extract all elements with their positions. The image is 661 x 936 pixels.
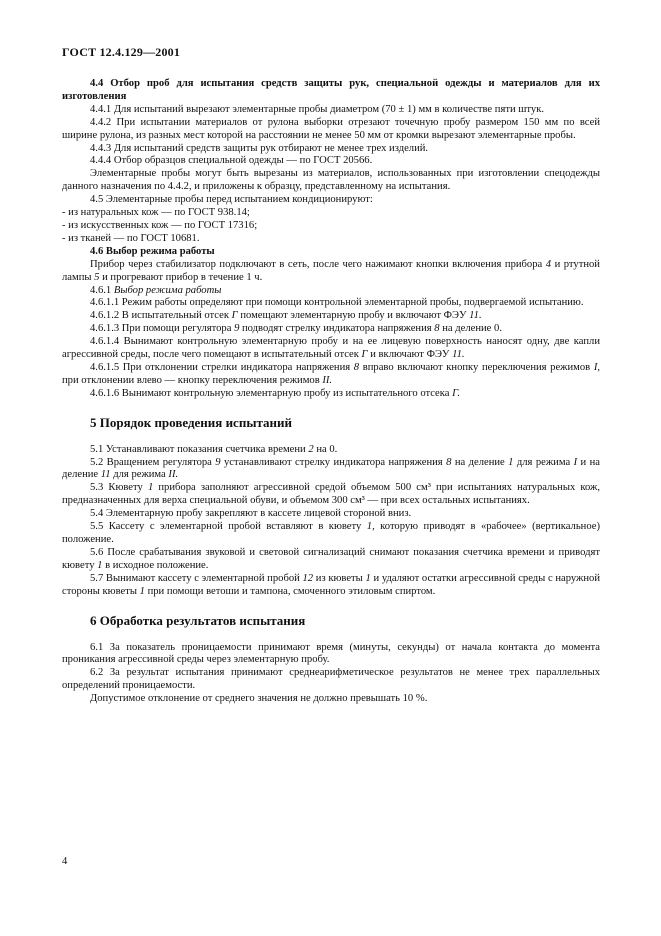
paragraph-4-6-1-1: 4.6.1.1 Режим работы определяют при помощи контрольной элементарной пробы, подвергаемой испытанию. <box>90 297 584 309</box>
section-5-heading: 5 Порядок проведения испытаний <box>90 414 292 430</box>
paragraph-5-5: 5.5 Кассету с элементарной пробой вставляют в кювету 1, которую приводят в «рабочее» (вертикальное) положение. <box>62 521 600 545</box>
paragraph-4-5: 4.5 Элементарные пробы перед испытанием кондиционируют: <box>90 194 373 206</box>
paragraph-5-4: 5.4 Элементарную пробу закрепляют в кассете лицевой стороной вниз. <box>90 508 412 520</box>
page-body <box>62 78 600 706</box>
list-item-4-5-1: - из натуральных кож — по ГОСТ 938.14; <box>62 207 250 219</box>
paragraph-4-6-1-6: 4.6.1.6 Вынимают контрольную элементарную пробу из испытательного отсека Г. <box>90 387 460 399</box>
paragraph-5-3: 5.3 Кювету 1 прибора заполняют агрессивной средой объемом 500 см³ при испытаниях натуральных кож, предназначенных для верха специальной обуви, и объемом 300 см³ — при всех остальных испытаниях. <box>62 482 600 507</box>
paragraph-4-6-intro: Прибор через стабилизатор подключают в сеть, после чего нажимают кнопки включения прибора 4 и ртутной лампы 5 и прогревают прибор в течение 1 ч. <box>62 258 600 283</box>
section-4-6-title: 4.6 Выбор режима работы <box>90 245 215 257</box>
list-item-4-5-2: - из искусственных кож — по ГОСТ 17316; <box>62 219 258 231</box>
paragraph-5-2: 5.2 Вращением регулятора 9 устанавливают стрелку индикатора напряжения 8 на деление 1 для режима I и на деление 11 для режима II. <box>62 456 600 481</box>
paragraph-5-6: 5.6 После срабатывания звуковой и световой сигнализаций снимают показания счетчика времени и приводят кювету 1 в исходное положение. <box>62 546 600 571</box>
section-6-heading: 6 Обработка результатов испытания <box>90 612 306 628</box>
paragraph-6-2: 6.2 За результат испытания принимают среднеарифметическое результатов не менее трех параллельных определений проницаемости. <box>62 667 600 692</box>
paragraph-4-4-2: 4.4.2 При испытании материалов от рулона выборки отрезают точечную пробу размером 150 мм по всей ширине рулона, из разных мест которой на расстоянии не менее 50 мм от кромки вырезают элементарные пробы. <box>62 116 600 141</box>
paragraph-6-note: Допустимое отклонение от среднего значения не должно превышать 10 %. <box>90 693 428 705</box>
paragraph-4-4-3: 4.4.3 Для испытаний средств защиты рук отбирают не менее трех изделий. <box>90 142 429 154</box>
paragraph-5-1: 5.1 Устанавливают показания счетчика времени 2 на 0. <box>90 443 338 455</box>
document-header: ГОСТ 12.4.129—2001 <box>62 45 181 59</box>
paragraph-4-6-1-3: 4.6.1.3 При помощи регулятора 9 подводят стрелку индикатора напряжения 8 на деление 0. <box>90 323 502 335</box>
paragraph-4-6-1-4: 4.6.1.4 Вынимают контрольную элементарную пробу и на ее лицевую поверхность наносят одну, две капли агрессивной среды, после чего помещают в испытательный отсек Г и включают ФЭУ 11. <box>62 336 600 361</box>
paragraph-4-4-1: 4.4.1 Для испытаний вырезают элементарные пробы диаметром (70 ± 1) мм в количестве пяти штук. <box>90 103 545 115</box>
paragraph-4-6-1: 4.6.1 Выбор режима работы <box>90 284 222 296</box>
list-item-4-5-3: - из тканей — по ГОСТ 10681. <box>62 232 200 244</box>
paragraph-4-4-note: Элементарные пробы могут быть вырезаны из материалов, использованных при изготовлении спецодежды данного назначения по 4.4.2, и приложены к образцу, представленному на испытания. <box>62 168 600 193</box>
paragraph-4-4-4: 4.4.4 Отбор образцов специальной одежды — по ГОСТ 20566. <box>90 155 373 167</box>
paragraph-6-1: 6.1 За показатель проницаемости принимают время (минуты, секунды) от начала контакта до момента проникания агрессивной среды через элементарную пробу. <box>62 641 600 666</box>
section-4-4-title: 4.4 Отбор проб для испытания средств защиты рук, специальной одежды и материалов для их изготовления <box>62 78 600 102</box>
page-number: 4 <box>62 856 68 867</box>
paragraph-4-6-1-2: 4.6.1.2 В испытательный отсек Г помещают элементарную пробу и включают ФЭУ 11. <box>90 310 482 322</box>
paragraph-5-7: 5.7 Вынимают кассету с элементарной пробой 12 из кюветы 1 и удаляют остатки агрессивной среды с наружной стороны кюветы 1 при помощи ветоши и тампона, смоченного этиловым спиртом. <box>62 572 600 597</box>
paragraph-4-6-1-5: 4.6.1.5 При отклонении стрелки индикатора напряжения 8 вправо включают кнопку переключения режимов I, при отклонении влево — кнопку переключения режимов II. <box>62 361 600 386</box>
